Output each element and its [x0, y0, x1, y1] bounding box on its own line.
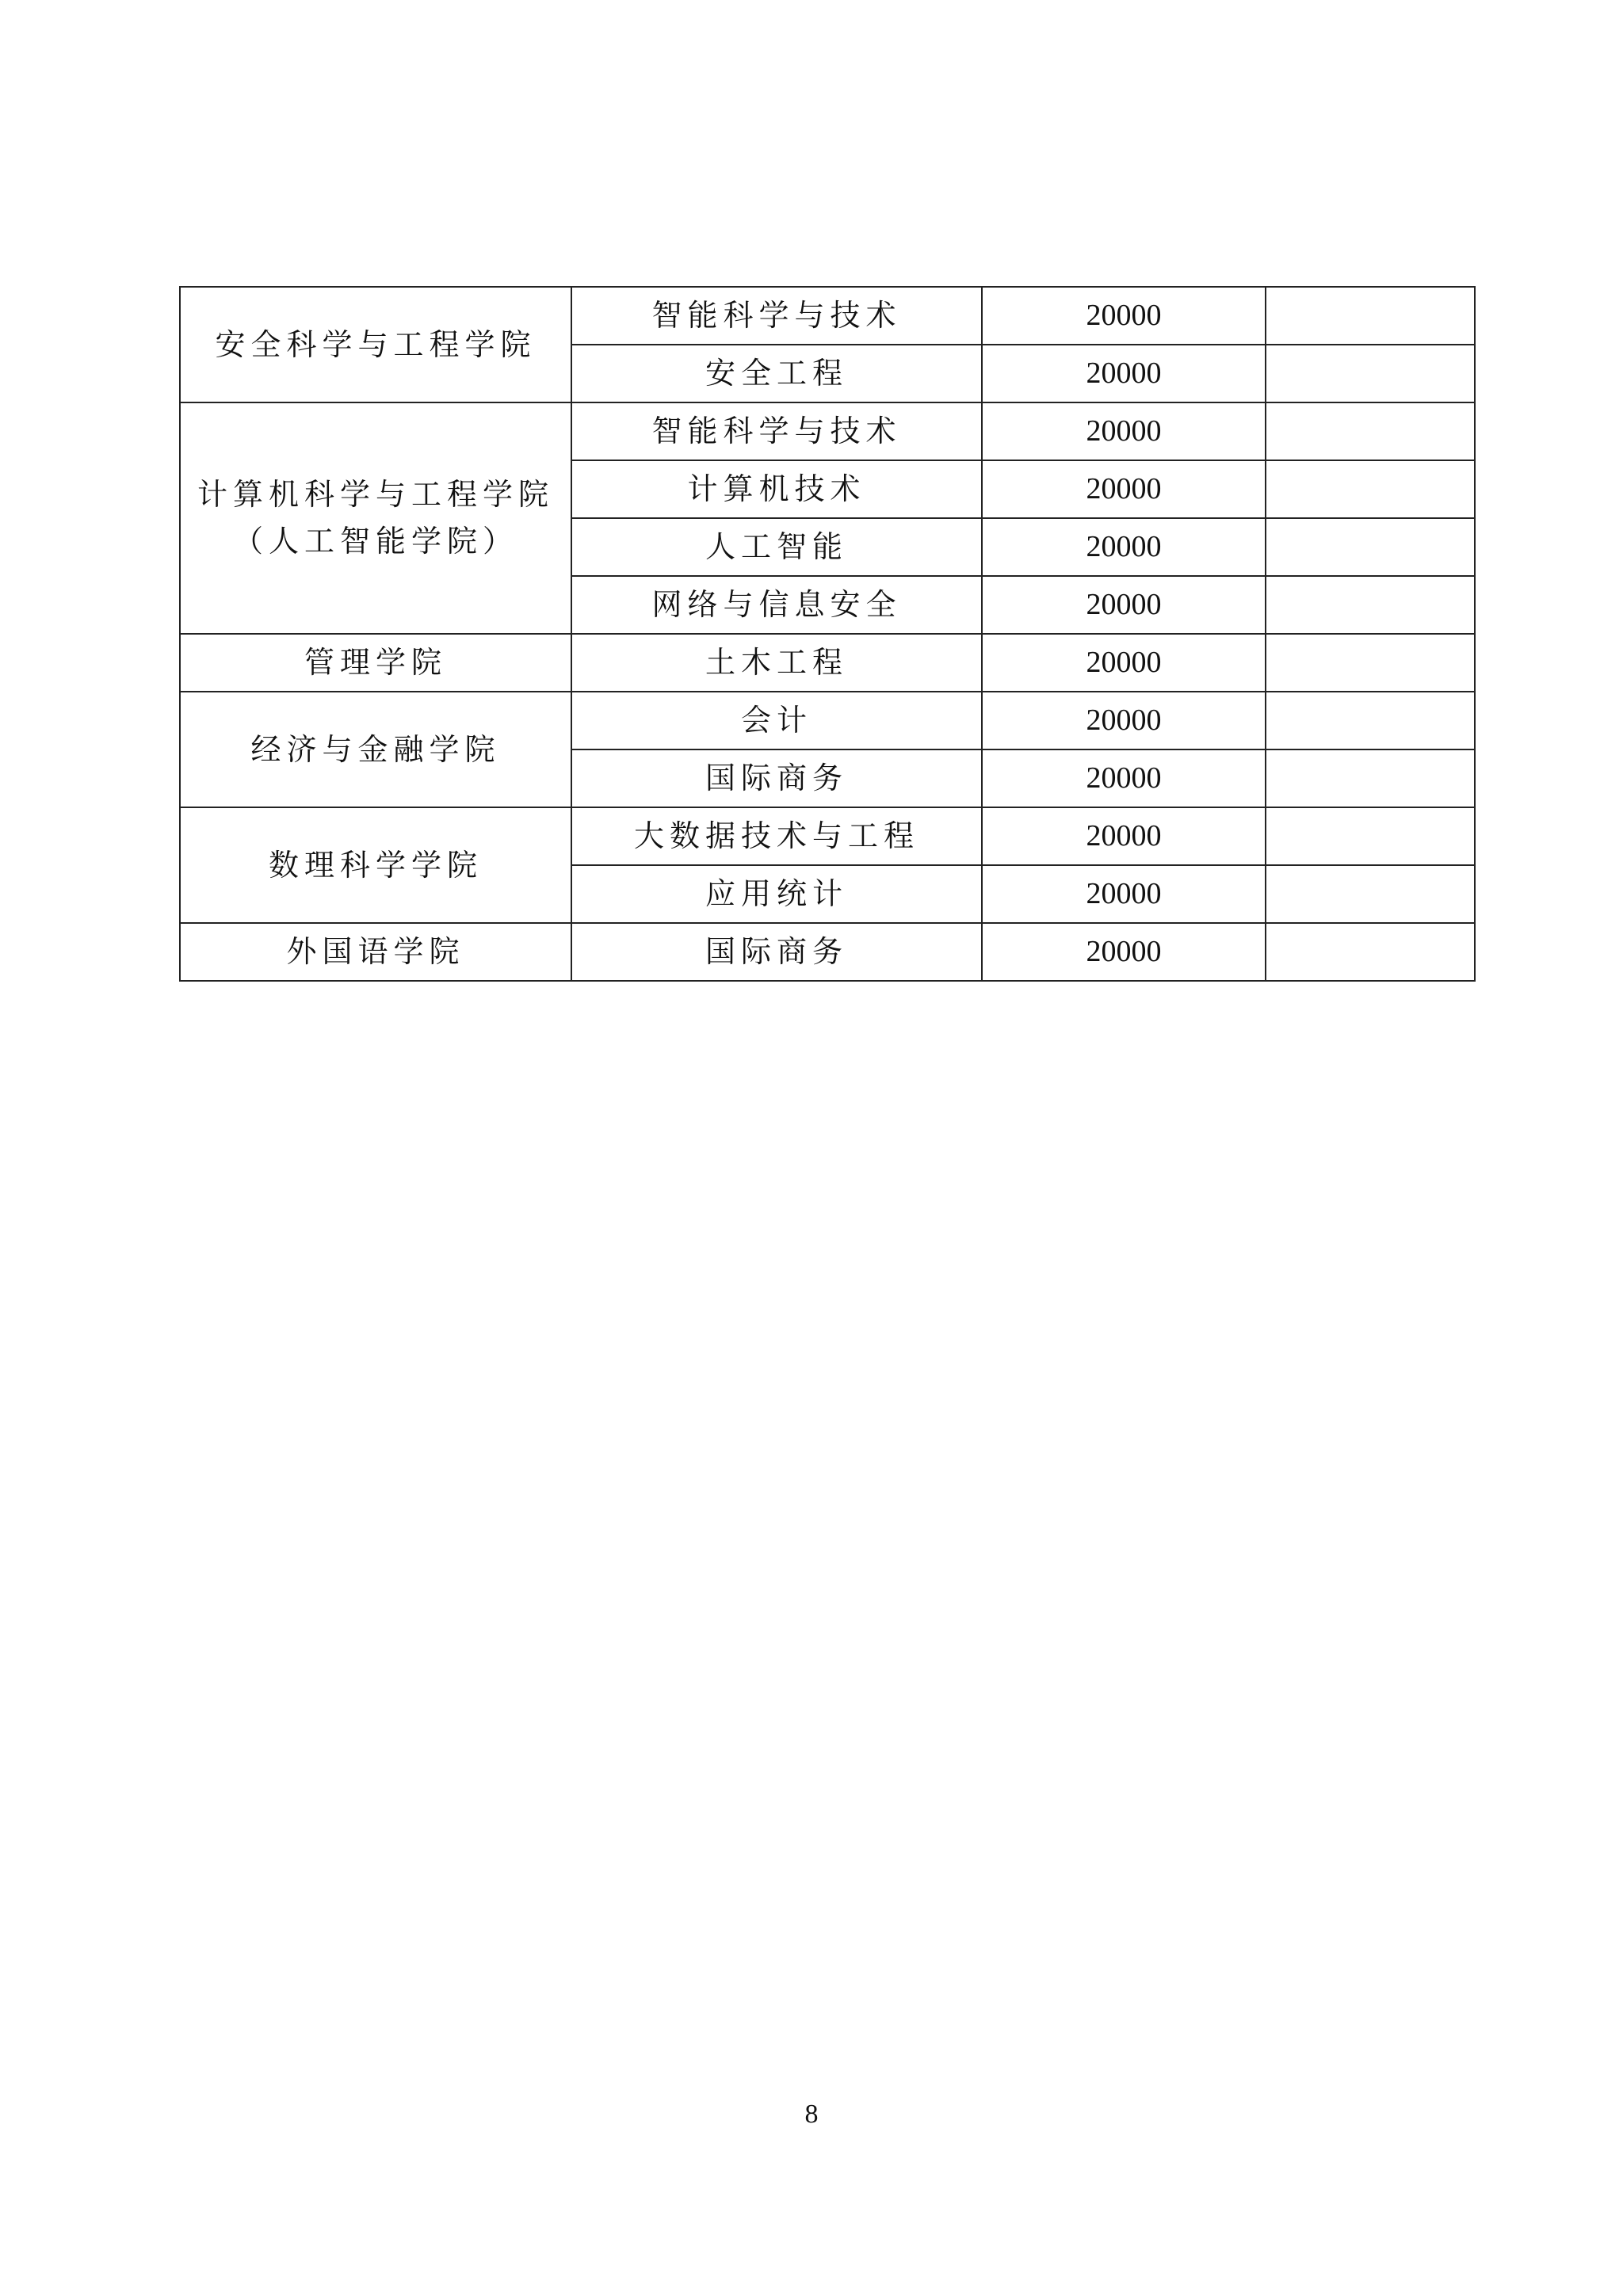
major-cell: 人工智能 [571, 518, 982, 576]
fee-cell: 20000 [982, 865, 1266, 923]
major-cell: 智能科学与技术 [571, 287, 982, 345]
college-cell [180, 287, 571, 402]
note-cell [1266, 460, 1475, 518]
table-row [180, 692, 1475, 749]
major-cell: 大数据技术与工程 [571, 807, 982, 865]
page-number: 8 [804, 2100, 819, 2129]
college-name-line: 计算机科学与工程学院 [197, 477, 554, 513]
college-name-line: 安全科学与工程学院 [215, 326, 537, 362]
major-cell: 网络与信息安全 [571, 576, 982, 634]
fee-cell: 20000 [982, 518, 1266, 576]
table-row [180, 807, 1475, 865]
fee-cell: 20000 [982, 576, 1266, 634]
fee-cell: 20000 [982, 287, 1266, 345]
college-cell [180, 634, 571, 692]
major-cell: 土木工程 [571, 634, 982, 692]
note-cell [1266, 865, 1475, 923]
table-row [180, 923, 1475, 981]
college-name-line: 数理科学学院 [268, 847, 483, 883]
fee-cell: 20000 [982, 923, 1266, 981]
college-cell [180, 923, 571, 981]
major-cell: 国际商务 [571, 749, 982, 807]
note-cell [1266, 287, 1475, 345]
fee-cell: 20000 [982, 807, 1266, 865]
college-name-line: 管理学院 [304, 645, 447, 681]
table-row [180, 287, 1475, 345]
major-cell: 安全工程 [571, 345, 982, 402]
college-name-line: 外国语学院 [286, 934, 465, 970]
table-row [180, 634, 1475, 692]
note-cell [1266, 807, 1475, 865]
college-cell [180, 807, 571, 923]
note-cell [1266, 345, 1475, 402]
note-cell [1266, 402, 1475, 460]
fee-table [179, 286, 1476, 982]
fee-cell: 20000 [982, 402, 1266, 460]
fee-cell: 20000 [982, 634, 1266, 692]
major-cell: 应用统计 [571, 865, 982, 923]
fee-cell: 20000 [982, 749, 1266, 807]
major-cell: 智能科学与技术 [571, 402, 982, 460]
college-cell [180, 402, 571, 634]
note-cell [1266, 634, 1475, 692]
note-cell [1266, 518, 1475, 576]
major-cell: 计算机技术 [571, 460, 982, 518]
note-cell [1266, 692, 1475, 749]
note-cell [1266, 923, 1475, 981]
fee-cell: 20000 [982, 460, 1266, 518]
fee-table-body [180, 287, 1475, 981]
major-cell: 会计 [571, 692, 982, 749]
major-cell: 国际商务 [571, 923, 982, 981]
college-name-line: 经济与金融学院 [250, 731, 501, 767]
note-cell [1266, 576, 1475, 634]
fee-cell: 20000 [982, 692, 1266, 749]
college-cell [180, 692, 571, 807]
table-row [180, 402, 1475, 460]
note-cell [1266, 749, 1475, 807]
college-name-line: （人工智能学院） [232, 524, 518, 559]
fee-cell: 20000 [982, 345, 1266, 402]
